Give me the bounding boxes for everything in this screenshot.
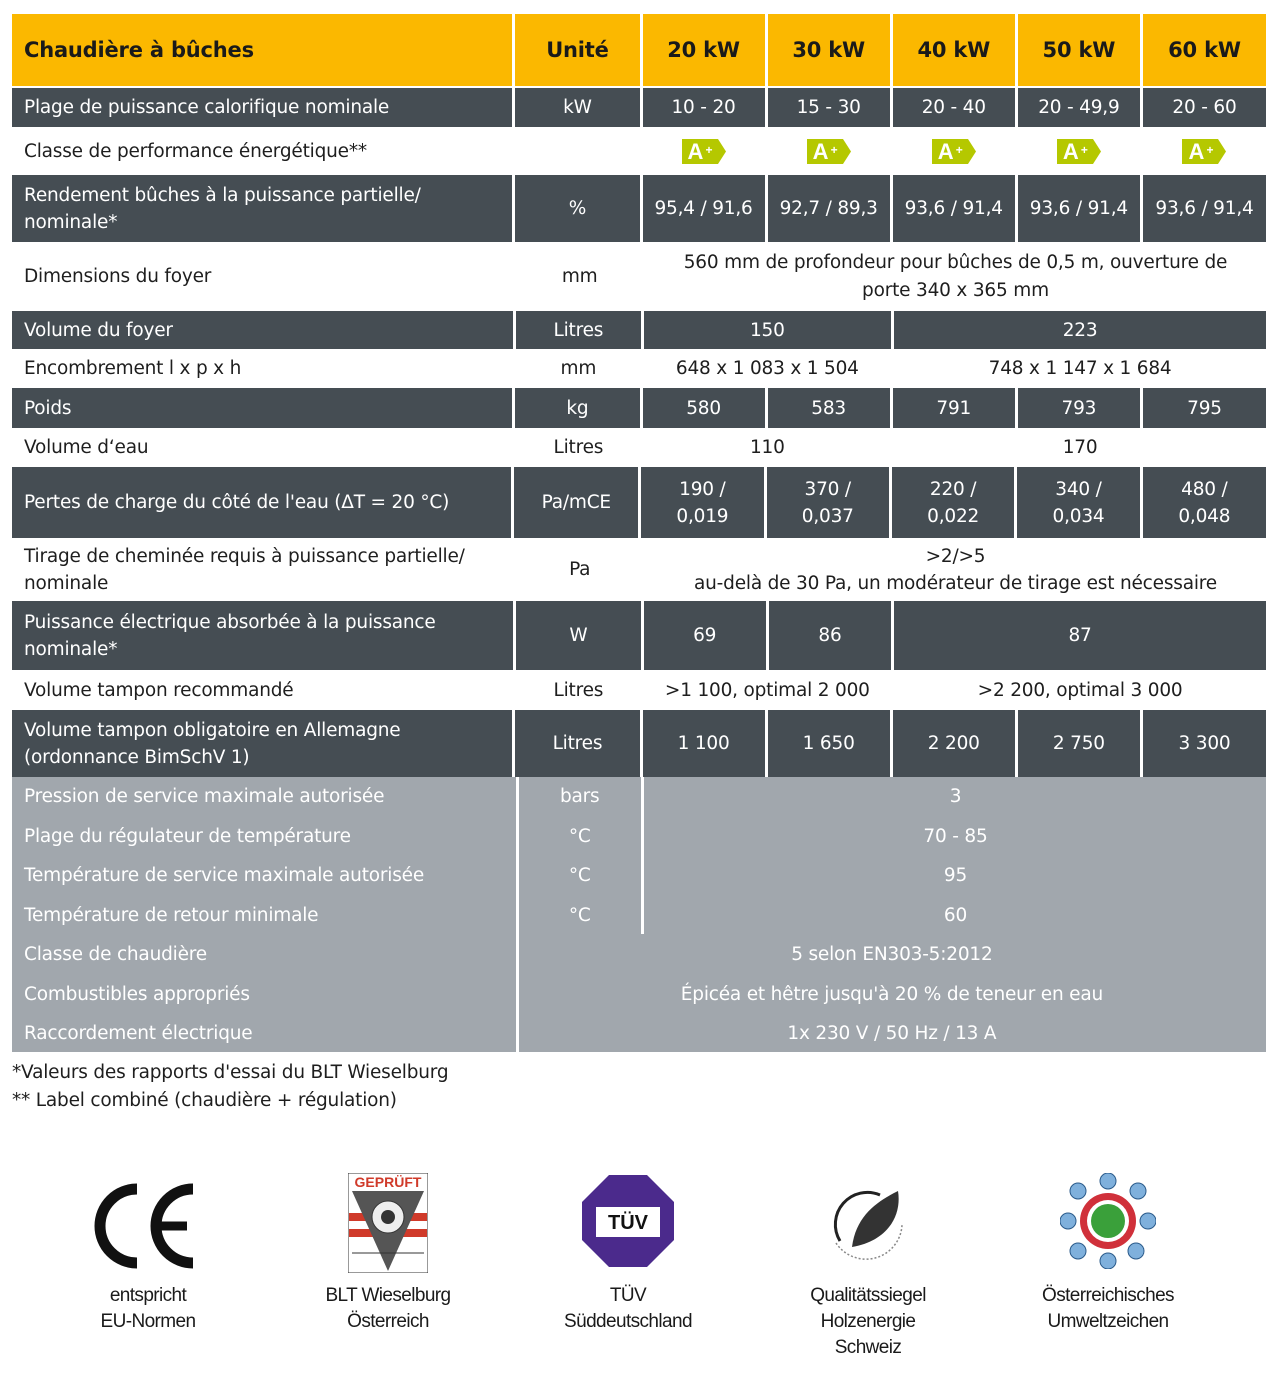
row-unit [515, 127, 639, 175]
row-unit: Pa/mCE [514, 467, 638, 538]
row-group-value: 87 [894, 601, 1266, 670]
row-span-value: 1x 230 V / 50 Hz / 13 A [787, 1022, 997, 1044]
row-group-value: 110 [644, 428, 892, 467]
row-label: Volume du foyer [12, 311, 513, 349]
header-model-50: 50 kW [1018, 14, 1140, 86]
row-unit: Litres [515, 710, 639, 777]
row-unit: mm [516, 349, 640, 388]
table-row [12, 856, 1266, 895]
row-label: Température de retour minimale [24, 904, 319, 926]
holzenergie-leaf-icon [828, 1185, 908, 1265]
header-model-30: 30 kW [768, 14, 890, 86]
row-label: Rendement bûches à la puissance partielle/ nominale* [12, 175, 512, 242]
row-label: Plage de puissance calorifique nominale [12, 88, 512, 127]
row-unit: °C [568, 825, 591, 847]
certification-logos [0, 1165, 1280, 1365]
row-span-value: 3 [949, 786, 962, 807]
row-value: 480 / 0,048 [1143, 467, 1266, 538]
row-value: 340 / 0,034 [1017, 467, 1139, 538]
row-value: 580 [643, 388, 765, 428]
row-group-value: 223 [894, 311, 1266, 349]
row-group-value: 170 [894, 428, 1266, 467]
header-product: Chaudière à bûches [12, 14, 512, 86]
header-unit: Unité [515, 14, 639, 86]
row-value: 20 - 49,9 [1018, 88, 1140, 127]
row-label: Dimensions du foyer [12, 242, 514, 311]
row-value: 86 [769, 601, 891, 670]
row-label: Pertes de charge du côté de l'eau (ΔT = 20 °C) [12, 467, 511, 538]
row-unit: Litres [516, 311, 640, 349]
row-value: 583 [768, 388, 890, 428]
table-row [12, 349, 1266, 388]
row-unit: °C [568, 904, 591, 926]
row-value: 793 [1018, 388, 1140, 428]
row-span-value: 95 [943, 865, 968, 886]
row-unit: Pa [517, 538, 642, 601]
table-row [12, 127, 1266, 175]
umweltzeichen-icon [1060, 1173, 1156, 1269]
row-value: 1 650 [768, 710, 890, 777]
row-value: 15 - 30 [768, 88, 890, 127]
logo-caption: entspricht [109, 1285, 187, 1306]
row-value: 791 [893, 388, 1015, 428]
table-row [12, 175, 1266, 242]
row-value: 92,7 / 89,3 [768, 175, 890, 242]
table-row [12, 88, 1266, 127]
table-row [12, 388, 1266, 428]
ce-mark-icon [93, 1181, 203, 1271]
svg-text:GEPRÜFT: GEPRÜFT [354, 1174, 422, 1190]
row-value: 10 - 20 [643, 88, 765, 127]
certification-ce [48, 1165, 248, 1335]
row-label: Volume tampon obligatoire en Allemagne (ordonnance BimSchV 1) [12, 710, 512, 777]
row-unit: W [516, 601, 640, 670]
blt-gepruft-icon [348, 1173, 428, 1273]
row-value: 190 / 0,019 [641, 467, 763, 538]
row-value: 220 / 0,022 [892, 467, 1014, 538]
table-row [12, 428, 1266, 467]
energy-class-badge: A + [807, 139, 851, 164]
row-value: 20 - 40 [893, 88, 1015, 127]
logo-caption: Holzenergie [820, 1311, 916, 1332]
row-value: 2 750 [1018, 710, 1140, 777]
row-label: Encombrement l x p x h [12, 349, 513, 388]
energy-class-cell [768, 127, 890, 175]
row-unit: Litres [516, 670, 640, 710]
energy-class-cell [1018, 127, 1140, 175]
row-group-value: 648 x 1 083 x 1 504 [644, 349, 892, 388]
row-value: 69 [644, 601, 766, 670]
row-value: 93,6 / 91,4 [893, 175, 1015, 242]
row-group-value: 150 [644, 311, 892, 349]
row-label: Puissance électrique absorbée à la puissance nominale* [12, 601, 513, 670]
row-unit: bars [559, 786, 600, 807]
logo-caption: Österreich [347, 1311, 429, 1332]
table-row [12, 670, 1266, 710]
header-model-20: 20 kW [643, 14, 765, 86]
row-unit: kW [515, 88, 639, 127]
logo-caption: Qualitätssiegel [810, 1285, 926, 1306]
row-value: 20 - 60 [1143, 88, 1266, 127]
energy-class-badge: A + [1057, 139, 1101, 164]
certification-umweltzeichen [1008, 1165, 1208, 1335]
table-header [12, 14, 1266, 86]
logo-caption: EU-Normen [100, 1311, 196, 1332]
table-row [12, 816, 1266, 856]
logo-caption: Österreichisches [1042, 1285, 1174, 1306]
row-span-value: 60 [943, 904, 968, 926]
row-unit: mm [517, 242, 642, 311]
table-row [12, 935, 1266, 974]
row-span-value: 5 selon EN303-5:2012 [791, 944, 993, 965]
header-model-40: 40 kW [893, 14, 1015, 86]
footnote-single-star: *Valeurs des rapports d'essai du BLT Wieselburg [12, 1062, 449, 1083]
logo-caption: BLT Wieselburg [325, 1285, 451, 1306]
row-label: Tirage de cheminée requis à puissance partielle/ nominale [12, 538, 514, 601]
row-value: 3 300 [1143, 710, 1266, 777]
energy-class-cell [643, 127, 765, 175]
certification-blt [288, 1165, 488, 1335]
energy-class-cell [1143, 127, 1266, 175]
row-label: Volume tampon recommandé [12, 670, 513, 710]
row-value: 93,6 / 91,4 [1143, 175, 1266, 242]
table-row [12, 710, 1266, 777]
table-row [12, 895, 1266, 935]
table-row [12, 777, 1266, 816]
row-unit: kg [515, 388, 639, 428]
row-label: Raccordement électrique [24, 1022, 253, 1044]
row-value: 2 200 [893, 710, 1015, 777]
row-unit: °C [568, 865, 591, 886]
header-model-60: 60 kW [1143, 14, 1266, 86]
row-label: Pression de service maximale autorisée [24, 786, 385, 807]
row-label: Combustibles appropriés [24, 983, 250, 1005]
row-label: Classe de chaudière [24, 944, 207, 965]
row-value: 95,4 / 91,6 [643, 175, 765, 242]
row-unit: Litres [516, 428, 640, 467]
draft-note: au-delà de 30 Pa, un modérateur de tirage est nécessaire [694, 572, 1217, 594]
certification-tuv [528, 1165, 728, 1335]
energy-class-cell [893, 127, 1015, 175]
row-span-value: 560 mm de profondeur pour bûches de 0,5 m, ouverture de porte 340 x 365 mm [645, 242, 1266, 311]
row-group-value: >2 200, optimal 3 000 [894, 670, 1266, 710]
table-row [12, 1014, 1266, 1052]
general-specs-block [12, 777, 1266, 1052]
footnote-double-star: ** Label combiné (chaudière + régulation) [12, 1090, 397, 1111]
row-value: 93,6 / 91,4 [1018, 175, 1140, 242]
energy-class-badge: A + [682, 139, 726, 164]
row-value: 370 / 0,037 [767, 467, 889, 538]
footnotes [12, 1059, 448, 1115]
draft-range: >2/>5 [925, 545, 986, 567]
svg-text:TÜV: TÜV [608, 1212, 648, 1234]
row-label: Température de service maximale autorisée [24, 865, 425, 886]
row-label: Classe de performance énergétique** [12, 127, 512, 175]
row-label: Plage du régulateur de température [24, 825, 351, 847]
table-row [12, 538, 1266, 601]
row-span-value: 70 - 85 [923, 825, 988, 847]
row-group-value: >1 100, optimal 2 000 [644, 670, 892, 710]
row-span-value [645, 538, 1266, 601]
spec-table [12, 14, 1266, 1052]
logo-caption: Süddeutschland [564, 1311, 692, 1332]
row-value: 1 100 [643, 710, 765, 777]
certification-holzenergie [768, 1165, 968, 1361]
row-label: Volume d‘eau [12, 428, 513, 467]
row-unit: % [515, 175, 639, 242]
table-row [12, 311, 1266, 349]
logo-caption: Umweltzeichen [1047, 1311, 1169, 1332]
logo-caption: TÜV [609, 1285, 647, 1306]
table-row [12, 467, 1266, 538]
table-row [12, 242, 1266, 311]
row-group-value: 748 x 1 147 x 1 684 [894, 349, 1266, 388]
row-span-value: Épicéa et hêtre jusqu'à 20 % de teneur en eau [680, 983, 1104, 1005]
row-label: Poids [12, 388, 512, 428]
row-value: 795 [1143, 388, 1266, 428]
energy-class-badge: A + [1182, 139, 1226, 164]
table-row [12, 601, 1266, 670]
energy-class-badge: A + [932, 139, 976, 164]
tuv-icon [582, 1175, 674, 1267]
table-row [12, 974, 1266, 1014]
logo-caption: Schweiz [834, 1337, 902, 1358]
